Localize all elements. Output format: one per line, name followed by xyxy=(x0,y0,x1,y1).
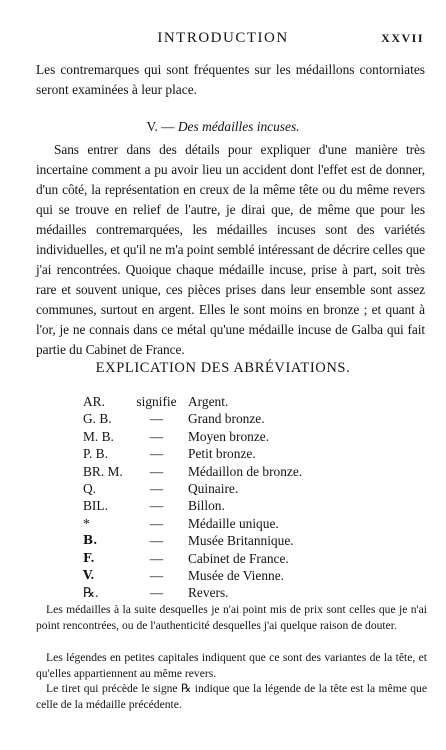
abbreviation-meaning: Musée Britannique. xyxy=(188,533,294,549)
note-paragraph: Le tiret qui précède le signe ℞ indique que la légende de la tête est la même que celle de la médaille précédente. xyxy=(36,682,427,711)
abbreviation-code: BR. M. xyxy=(83,463,123,479)
abbreviation-code: G. B. xyxy=(83,411,112,427)
abbreviations-title: EXPLICATION DES ABRÉVIATIONS. xyxy=(95,360,351,376)
abbreviation-row xyxy=(83,515,383,532)
abbreviation-meaning: Grand bronze. xyxy=(188,411,265,427)
abbreviation-code: P. B. xyxy=(83,446,108,462)
abbreviation-meaning: Argent. xyxy=(188,394,229,409)
abbreviation-row xyxy=(83,393,383,410)
abbreviation-code: AR. xyxy=(83,394,105,409)
abbreviation-separator: — xyxy=(149,567,164,583)
abbreviation-meaning: Musée de Vienne. xyxy=(188,567,285,583)
abbreviation-code: F. xyxy=(83,550,95,565)
abbreviation-separator: — xyxy=(149,428,164,444)
note-paragraph: Les légendes en petites capitales indiquent que ce sont des variantes de la tête, et qu'elles appartiennent au même revers. xyxy=(36,651,427,680)
abbreviation-row xyxy=(83,584,383,601)
section-title: Des médailles incuses. xyxy=(177,119,300,134)
intro-paragraph: Les contremarques qui sont fréquentes sur les médaillons contorniates seront examinées à leur place. xyxy=(36,62,425,97)
abbreviations-table xyxy=(83,393,383,602)
abbreviation-meaning: Médaillon de bronze. xyxy=(188,463,303,479)
abbreviation-row xyxy=(83,445,383,462)
abbreviation-separator: — xyxy=(149,550,164,566)
abbreviation-row xyxy=(83,567,383,584)
abbreviation-separator: — xyxy=(149,533,164,549)
abbreviation-row xyxy=(83,428,383,445)
abbreviation-row xyxy=(83,463,383,480)
abbreviation-meaning: Revers. xyxy=(188,585,229,601)
abbreviation-meaning: Cabinet de France. xyxy=(188,550,289,566)
abbreviation-code: BIL. xyxy=(83,498,108,514)
body-paragraph: Sans entrer dans des détails pour expliquer d'une manière très incertaine comment a pu avoir lieu un accident dont l'effet est de donner, d'un côté, la représentation en creux de la même tête ou du même revers qui se trouve en relief de l'autre, je dirai que, de même que pour les médailles contremarquées, les médailles incuses sont des variétés individuelles, et qu'il ne m'a point semblé intéressant de décrire celles que j'ai rencontrées. Quoique chaque médaille incuse, prise à part, soit très rare et souvent unique, ces pièces prises dans leur ensemble sont assez communes, surtout en argent. Elles le sont moins en bronze ; et quant à l'or, je ne connais dans ce métal qu'une médaille incuse de Galba qui fait partie du Cabinet de France. xyxy=(36,142,425,357)
abbreviation-row xyxy=(83,550,383,567)
page-number: XXVII xyxy=(381,31,424,45)
abbreviation-row xyxy=(83,410,383,427)
abbreviation-code: V. xyxy=(83,567,95,582)
abbreviation-meaning: Médaille unique. xyxy=(188,515,279,531)
abbreviation-code: * xyxy=(83,515,90,531)
abbreviation-separator: signifie xyxy=(136,394,177,409)
abbreviation-code: ℞. xyxy=(83,585,99,601)
running-title: INTRODUCTION xyxy=(157,30,289,46)
abbreviation-meaning: Petit bronze. xyxy=(188,446,256,462)
abbreviation-separator: — xyxy=(149,585,164,601)
abbreviation-meaning: Billon. xyxy=(188,498,225,514)
abbreviation-row xyxy=(83,480,383,497)
abbreviation-row xyxy=(83,497,383,514)
abbreviation-separator: — xyxy=(149,463,164,479)
section-heading xyxy=(0,117,446,137)
abbreviation-code: M. B. xyxy=(83,428,114,444)
abbreviation-meaning: Quinaire. xyxy=(188,480,239,496)
abbreviation-code: Q. xyxy=(83,480,97,496)
abbreviation-separator: — xyxy=(149,411,164,427)
section-number: V. — xyxy=(146,119,175,134)
abbreviation-separator: — xyxy=(149,498,164,514)
abbreviation-separator: — xyxy=(149,480,164,496)
note-paragraph: Les médailles à la suite desquelles je n'ai point mis de prix sont celles que je n'ai point rencontrées, ou de l'authenticité desquelles j'ai quelque raison de douter. xyxy=(36,603,427,632)
abbreviation-row xyxy=(83,532,383,549)
abbreviation-separator: — xyxy=(149,515,164,531)
abbreviation-meaning: Moyen bronze. xyxy=(188,428,270,444)
page-header xyxy=(0,30,446,50)
abbreviation-separator: — xyxy=(149,446,164,462)
abbreviation-code: B. xyxy=(83,533,98,548)
